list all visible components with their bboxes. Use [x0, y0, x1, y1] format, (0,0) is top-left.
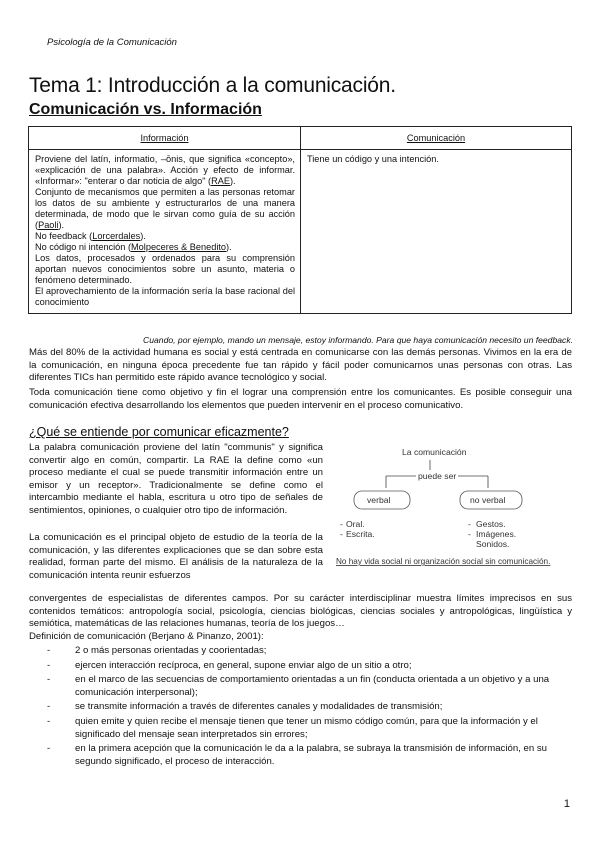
paragraph-3: La palabra comunicación proviene del latín "communis" y significa convertir algo en común, compartir. La RAE la define como «un proceso mediante el cual se puede transmitir información entre un emisor y un receptor». Tradicionalmente se define como el intercambio mediante el habla, escritura u otro tipo de señales de sentimientos, opiniones, o cualquier otro tipo de información.: [29, 442, 323, 516]
diagram-left-dash: -: [340, 519, 343, 529]
reference-link[interactable]: Paoli: [38, 220, 59, 230]
reference-link[interactable]: Molpeceres & Benedito: [131, 242, 227, 252]
informacion-cell: [29, 150, 301, 314]
list-item: - en la primera acepción que la comunicación le da a la palabra, se subraya la transmisión de información, en su segundo significado, el proceso de interacción.: [47, 743, 547, 767]
diagram-right-dash: -: [468, 519, 471, 529]
page-title: Tema 1: Introducción a la comunicación.: [29, 74, 396, 97]
diagram-title: La comunicación: [402, 447, 467, 457]
paragraph-1: Más del 80% de la actividad humana es social y está centrada en comunicarse con las demás personas. Vivimos en la era de la comunicación, en ninguna época precedente fue tan rápido y fácil poder comunicarnos unas personas con otras. Las diferentes TICs han permitido este rápido avance tecnológico y social.: [29, 347, 572, 383]
comunicacion-text: Tiene un código y una intención.: [307, 154, 439, 164]
comunicacion-cell: [301, 150, 572, 314]
diagram-item-sonidos: Sonidos.: [476, 539, 510, 549]
list-item: - en el marco de las secuencias de comportamiento orientadas a un fin (conducta orientada a un objetivo y a una comunicación interpersonal);: [47, 674, 550, 698]
paragraph-4: La comunicación es el principal objeto de estudio de la teoría de la comunicación, y las diferentes explicaciones que se dan sobre esta realidad, forman parte del mismo. El análisis de la naturaleza de la comunicación intenta reunir esfuerzos: [29, 532, 323, 581]
communication-diagram: [330, 444, 575, 569]
info-paragraph: Proviene del latín, informatio, –ōnis, que significa «concepto», «explicación de una palabra». Acción y efecto de informar. «Informar»: "enterar o dar noticia de algo" (RAE).: [35, 154, 295, 186]
info-paragraph: El aprovechamiento de la información sería la base racional del conocimiento: [35, 286, 295, 307]
list-item: - 2 o más personas orientadas y coorientadas;: [47, 645, 267, 656]
list-item: - ejercen interacción recíproca, en general, supone enviar algo de un sitio a otro;: [47, 659, 412, 671]
diagram-left-dash: -: [340, 529, 343, 539]
diagram-verbal-label: verbal: [367, 495, 391, 505]
diagram-item-gestos: Gestos.: [476, 519, 506, 529]
diagram-item-imagenes: Imágenes.: [476, 529, 517, 539]
info-paragraph: Conjunto de mecanismos que permiten a las personas retomar los datos de su ambiente y estructurarlos de una manera determinada, de modo que le sirvan como guía de su acción (Paoli).: [35, 187, 295, 230]
subheading: ¿Qué se entiende por comunicar eficazmente?: [29, 425, 289, 439]
paragraph-2: Toda comunicación tiene como objetivo y fin el lograr una comprensión entre los comunicantes. Es posible conseguir una comunicación efectiva desarrollando los elementos que pueden intervenir en el proceso comunicativo.: [29, 387, 572, 411]
table-header-informacion: Información: [29, 127, 301, 150]
diagram-item-oral: Oral.: [346, 519, 365, 529]
diagram-caption: No hay vida social ni organización social sin comunicación.: [336, 557, 551, 566]
info-paragraph: Los datos, procesados y ordenados para su comprensión aportan nuevos conocimientos sobre un asunto, materia o fenómeno determinado.: [35, 253, 295, 285]
info-paragraph: No código ni intención (Molpeceres & Benedito).: [35, 242, 232, 252]
definition-list: [29, 645, 572, 770]
diagram-noverbal-label: no verbal: [470, 495, 506, 505]
section-title: Comunicación vs. Información: [29, 101, 262, 118]
table-header-comunicacion: Comunicación: [301, 127, 572, 150]
definition-label: Definición de comunicación (Berjano & Pinanzo, 2001):: [29, 631, 264, 642]
info-paragraph: No feedback (Lorcerdales).: [35, 231, 146, 241]
page-number: 1: [563, 798, 570, 810]
running-header: Psicología de la Comunicación: [47, 37, 177, 48]
list-item: - quien emite y quien recibe el mensaje tienen que tener un mismo código común, para que la información y el significado del mensaje sean interpretados sin errores;: [47, 715, 538, 740]
diagram-connector-label: puede ser: [418, 471, 457, 481]
list-item: - se transmite información a través de diferentes canales y modalidades de transmisión;: [47, 701, 443, 713]
paragraph-4-continued: convergentes de especialistas de diferentes campos. Por su carácter interdisciplinar muestra límites imprecisos en sus contenidos temáticos: antropología social, psicología, ciencias biológicas, ciencias sociales y antropológicas, lingüística y semiótica, matemáticas de las relaciones humanas, teoría de los juegos…: [29, 593, 572, 630]
diagram-right-dash: -: [468, 529, 471, 539]
diagram-item-escrita: Escrita.: [346, 529, 375, 539]
reference-link[interactable]: RAE: [211, 176, 230, 186]
comparison-table: [28, 126, 572, 314]
table-caption: Cuando, por ejemplo, mando un mensaje, estoy informando. Para que haya comunicación necesito un feedback.: [143, 335, 573, 345]
reference-link[interactable]: Lorcerdales: [92, 231, 141, 241]
